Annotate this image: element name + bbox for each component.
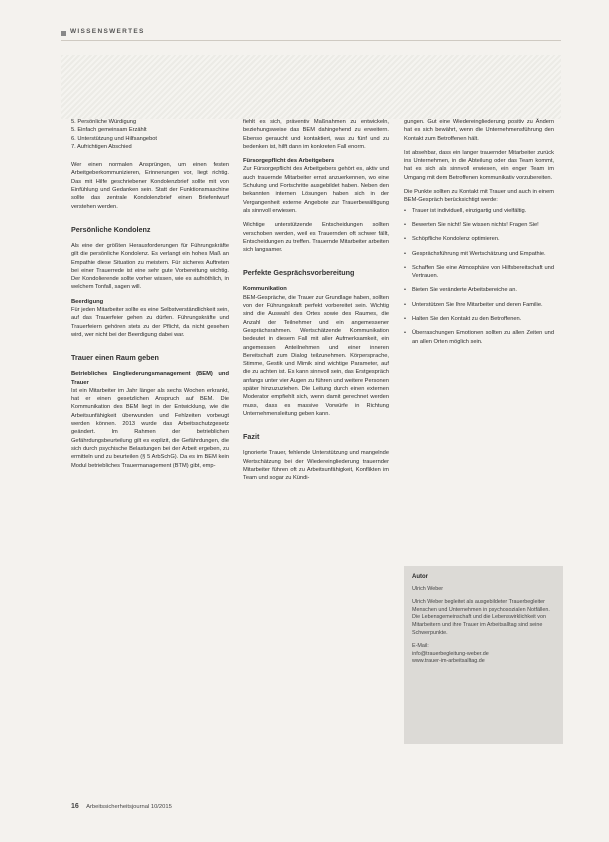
column-2 xyxy=(243,118,389,488)
bullet-item: • Unterstützen Sie Ihre Mitarbeiter und deren Familie. xyxy=(404,301,554,309)
bullet-item: • Schaffen Sie eine Atmosphäre von Hilfsbereitschaft und Vertrauen. xyxy=(404,264,554,281)
author-mail-label: E-Mail: xyxy=(412,642,429,649)
section-heading: Persönliche Kondolenz xyxy=(71,224,151,234)
paragraph: Zur Fürsorgepflicht des Arbeitgebers gehört es, aktiv und auch trauernde Mitarbeiter ernst anzuerkennen, wo eine Schulung und Fortschritte ausgebildet haben. Neben den bekannten internen Lösungen haben sich in der Vergangenheit externe Angebote zur Trauerbewältigung als sinnvoll erwiesen. xyxy=(243,166,389,214)
subheading: Fürsorgepflicht des Arbeitgebers xyxy=(243,158,335,165)
paragraph: gungen. Gut eine Wiedereingliederung positiv zu Ändern hat es sich bewährt, wenn die Unternehmensführung den Kontakt zum Betroffenen hält. xyxy=(404,119,554,142)
section-heading: Perfekte Gesprächsvorbereitung xyxy=(243,268,355,278)
bullet-item: • Überraschungen Emotionen sollten zu allen Zeiten und an allen Orten möglich sein. xyxy=(404,329,554,346)
list-item: 5. Persönliche Würdigung xyxy=(71,119,137,125)
paragraph: Für jeden Mitarbeiter sollte es eine Selbstverständlichkeit sein, auf das Trauerfeier gehen zu dürfen. Führungskräfte und Trauerfeiern gehören stets zu der Pflicht, da nicht gesehen wird, wer nicht bei der Beerdigung dabei war. xyxy=(71,307,229,338)
paragraph: Wer einen normalen Ansprüngen, um einen festen Arbeitgeberkommunizieren, Erinnerungen vor, liegt richtig. Das mit Hilfe geschriebener Kondolenzbrief sollte mit von Einfühlung und Gedanken sein. Statt der Funktionsmaschine sollte das zentrale Kondolenzbrief einen Briefentwurf verstehen werden. xyxy=(71,162,229,210)
author-name: Ulrich Weber xyxy=(412,586,444,592)
subheading: Beerdigung xyxy=(71,298,104,305)
paragraph: Ist ein Mitarbeiter im Jahr länger als sechs Wochen erkrankt, hat er einen gesetzlichen Anspruch auf BEM. Die Kommunikation des BEM liegt in der Entwicklung, wie die Arbeitsunfähigkeit überwunden und Fehlzeiten vorbeugt werden können. 2013 wurde das Arbeitsschutzgesetz geändert. Im Rahmen der betrieblichen Gefährdungsbeurteilung gilt es explizit, die Gefährdungen, die sich durch psychische Belastungen bei der Arbeit ergeben, zu ermitteln und zu beurteilen (§ 5 ArbSchG). Da es im BEM kein Modul betriebliches Trauermanagement (BTM) gibt, emp- xyxy=(71,387,229,469)
author-box xyxy=(404,566,563,744)
paragraph: fiehlt es sich, präventiv Maßnahmen zu entwickeln, beziehungsweise das BEM dahingehend zu erweitern. Ebenso geraucht und kontaktiert, was zu fünf und zu bedenken ist, hilft dann im konkreten Fall enorm. xyxy=(243,119,389,150)
subheading: Betriebliches Eingliederungsmanagement (BEM) und Trauer xyxy=(71,371,229,386)
list-item: 6. Unterstützung und Hilfsangebot xyxy=(71,135,157,142)
author-bio: Ulrich Weber begleitet als ausgebildeter Trauerbegleiter Menschen und Unternehmen in psychosozialen Notfällen. Die Lebensgemeinschaft und die Lebenswirklichkeit von Mitarbeitern und ihre Trauer im Arbeitsalltag sind seine Schwerpunkte. xyxy=(412,598,550,636)
section-heading: Trauer einen Raum geben xyxy=(71,353,159,363)
subheading: Kommunikation xyxy=(243,286,287,293)
page-header xyxy=(61,28,561,44)
page-number: 16 xyxy=(71,803,79,810)
bullet-item: • Trauer ist individuell, einzigartig und vielfältig. xyxy=(404,207,554,215)
page-footer xyxy=(71,803,172,810)
section-label: WISSENSWERTES xyxy=(70,28,145,35)
header-pattern xyxy=(61,55,561,119)
magazine-name: Arbeitssicherheitsjournal 10/2015 xyxy=(86,804,172,810)
paragraph: Ist absehbar, dass ein langer trauernder Mitarbeiter zurück ins Unternehmen, in die Abteilung oder das Team kommt, hat es sich als sinnvoll erwiesen, ein enger Team im Umgang mit dem Betroffenen kommunikativ vorzubereiten. xyxy=(404,149,554,181)
bullet-item: • Gesprächsführung mit Wertschätzung und Empathie. xyxy=(404,250,554,258)
author-web[interactable]: www.trauer-im-arbeitsalltag.de xyxy=(412,658,485,665)
paragraph: Die Punkte sollten zu Kontakt mit Trauer und auch in einem BEM-Gespräch berücksichtigt werde: xyxy=(404,189,554,204)
bullet-item: • Schöpfliche Kondolenz optimieren. xyxy=(404,235,554,243)
column-1 xyxy=(71,118,229,476)
list-item: 5. Einfach gemeinsam Erzählt xyxy=(71,127,147,134)
section-heading: Fazit xyxy=(243,432,260,442)
bullet-item: • Bewerten Sie nicht! Sie wissen nichts! Fragen Sie! xyxy=(404,221,554,229)
column-3 xyxy=(404,118,554,352)
header-rule xyxy=(61,40,561,41)
bullet-item: • Halten Sie den Kontakt zu den Betroffenen. xyxy=(404,315,554,323)
paragraph: BEM-Gespräche, die Trauer zur Grundlage haben, sollten von der Führungskraft perfekt vorbereitet sein. Wichtig sind die Auswahl des Ortes sowie des Raumes, die Anzahl der Teilnehmer und ein angemessener Gesprächsrahmen. Wertschätzende Kommunikation bedeutet in diesem Fall mit aller Aufmerksamkeit, ein angemessen Anteilnehmen und einer inneren Bereitschaft zum Dialog teilzunehmen. Körpersprache, Stimme, Gestik und Mimik sind wichtige Parameter, auf die zu achten ist. Es kann sinnvoll sein, das Erstgespräch anfangs unter vier Augen zu führen und weitere Personen später hinzuzuziehen. Die Leitung durch einen externen Moderator empfiehlt sich, wenn damit gerechnet werden muss, dass es massive Vorwürfe in Richtung Unternehmensleitung geben kann. xyxy=(243,294,389,417)
list-item: 7. Aufrichtigen Abschied xyxy=(71,143,132,150)
author-mail[interactable]: info@trauerbegleitung-weber.de xyxy=(412,650,489,657)
header-square-icon xyxy=(61,31,66,36)
bullet-item: • Bieten Sie veränderte Arbeitsbereiche an. xyxy=(404,286,554,294)
paragraph: Als eine der größten Herausforderungen für Führungskräfte gilt die persönliche Kondolenz. Es verlangt ein hohes Maß an Empathie diese Situation zu meistern. Für sicheres Auftreten bei einer Trauerrede ist eine sehr gute Vorbereitung wichtig. Der Kondolierende sollte vorher wissen, wie es aufnöthlich, in welchem Tonfall, sagen will. xyxy=(71,242,229,291)
bullet-list xyxy=(404,207,554,346)
paragraph: Ignorierte Trauer, fehlende Unterstützung und mangelnde Wertschätzung bei der Wiedereingliederung trauernder Mitarbeiter führen oft zu Arbeitsunfähigkeit, Konflikten im Team und sogar zu Kündi- xyxy=(243,450,389,482)
author-box-text xyxy=(412,586,556,666)
author-box-title: Autor xyxy=(412,574,428,580)
paragraph: Wichtige unterstützende Entscheidungen sollten verschoben werden, weil es Trauernden oft schwer fällt, Entscheidungen zu treffen. Trauernde Mitarbeiter arbeiten sich langsamer. xyxy=(243,222,389,254)
